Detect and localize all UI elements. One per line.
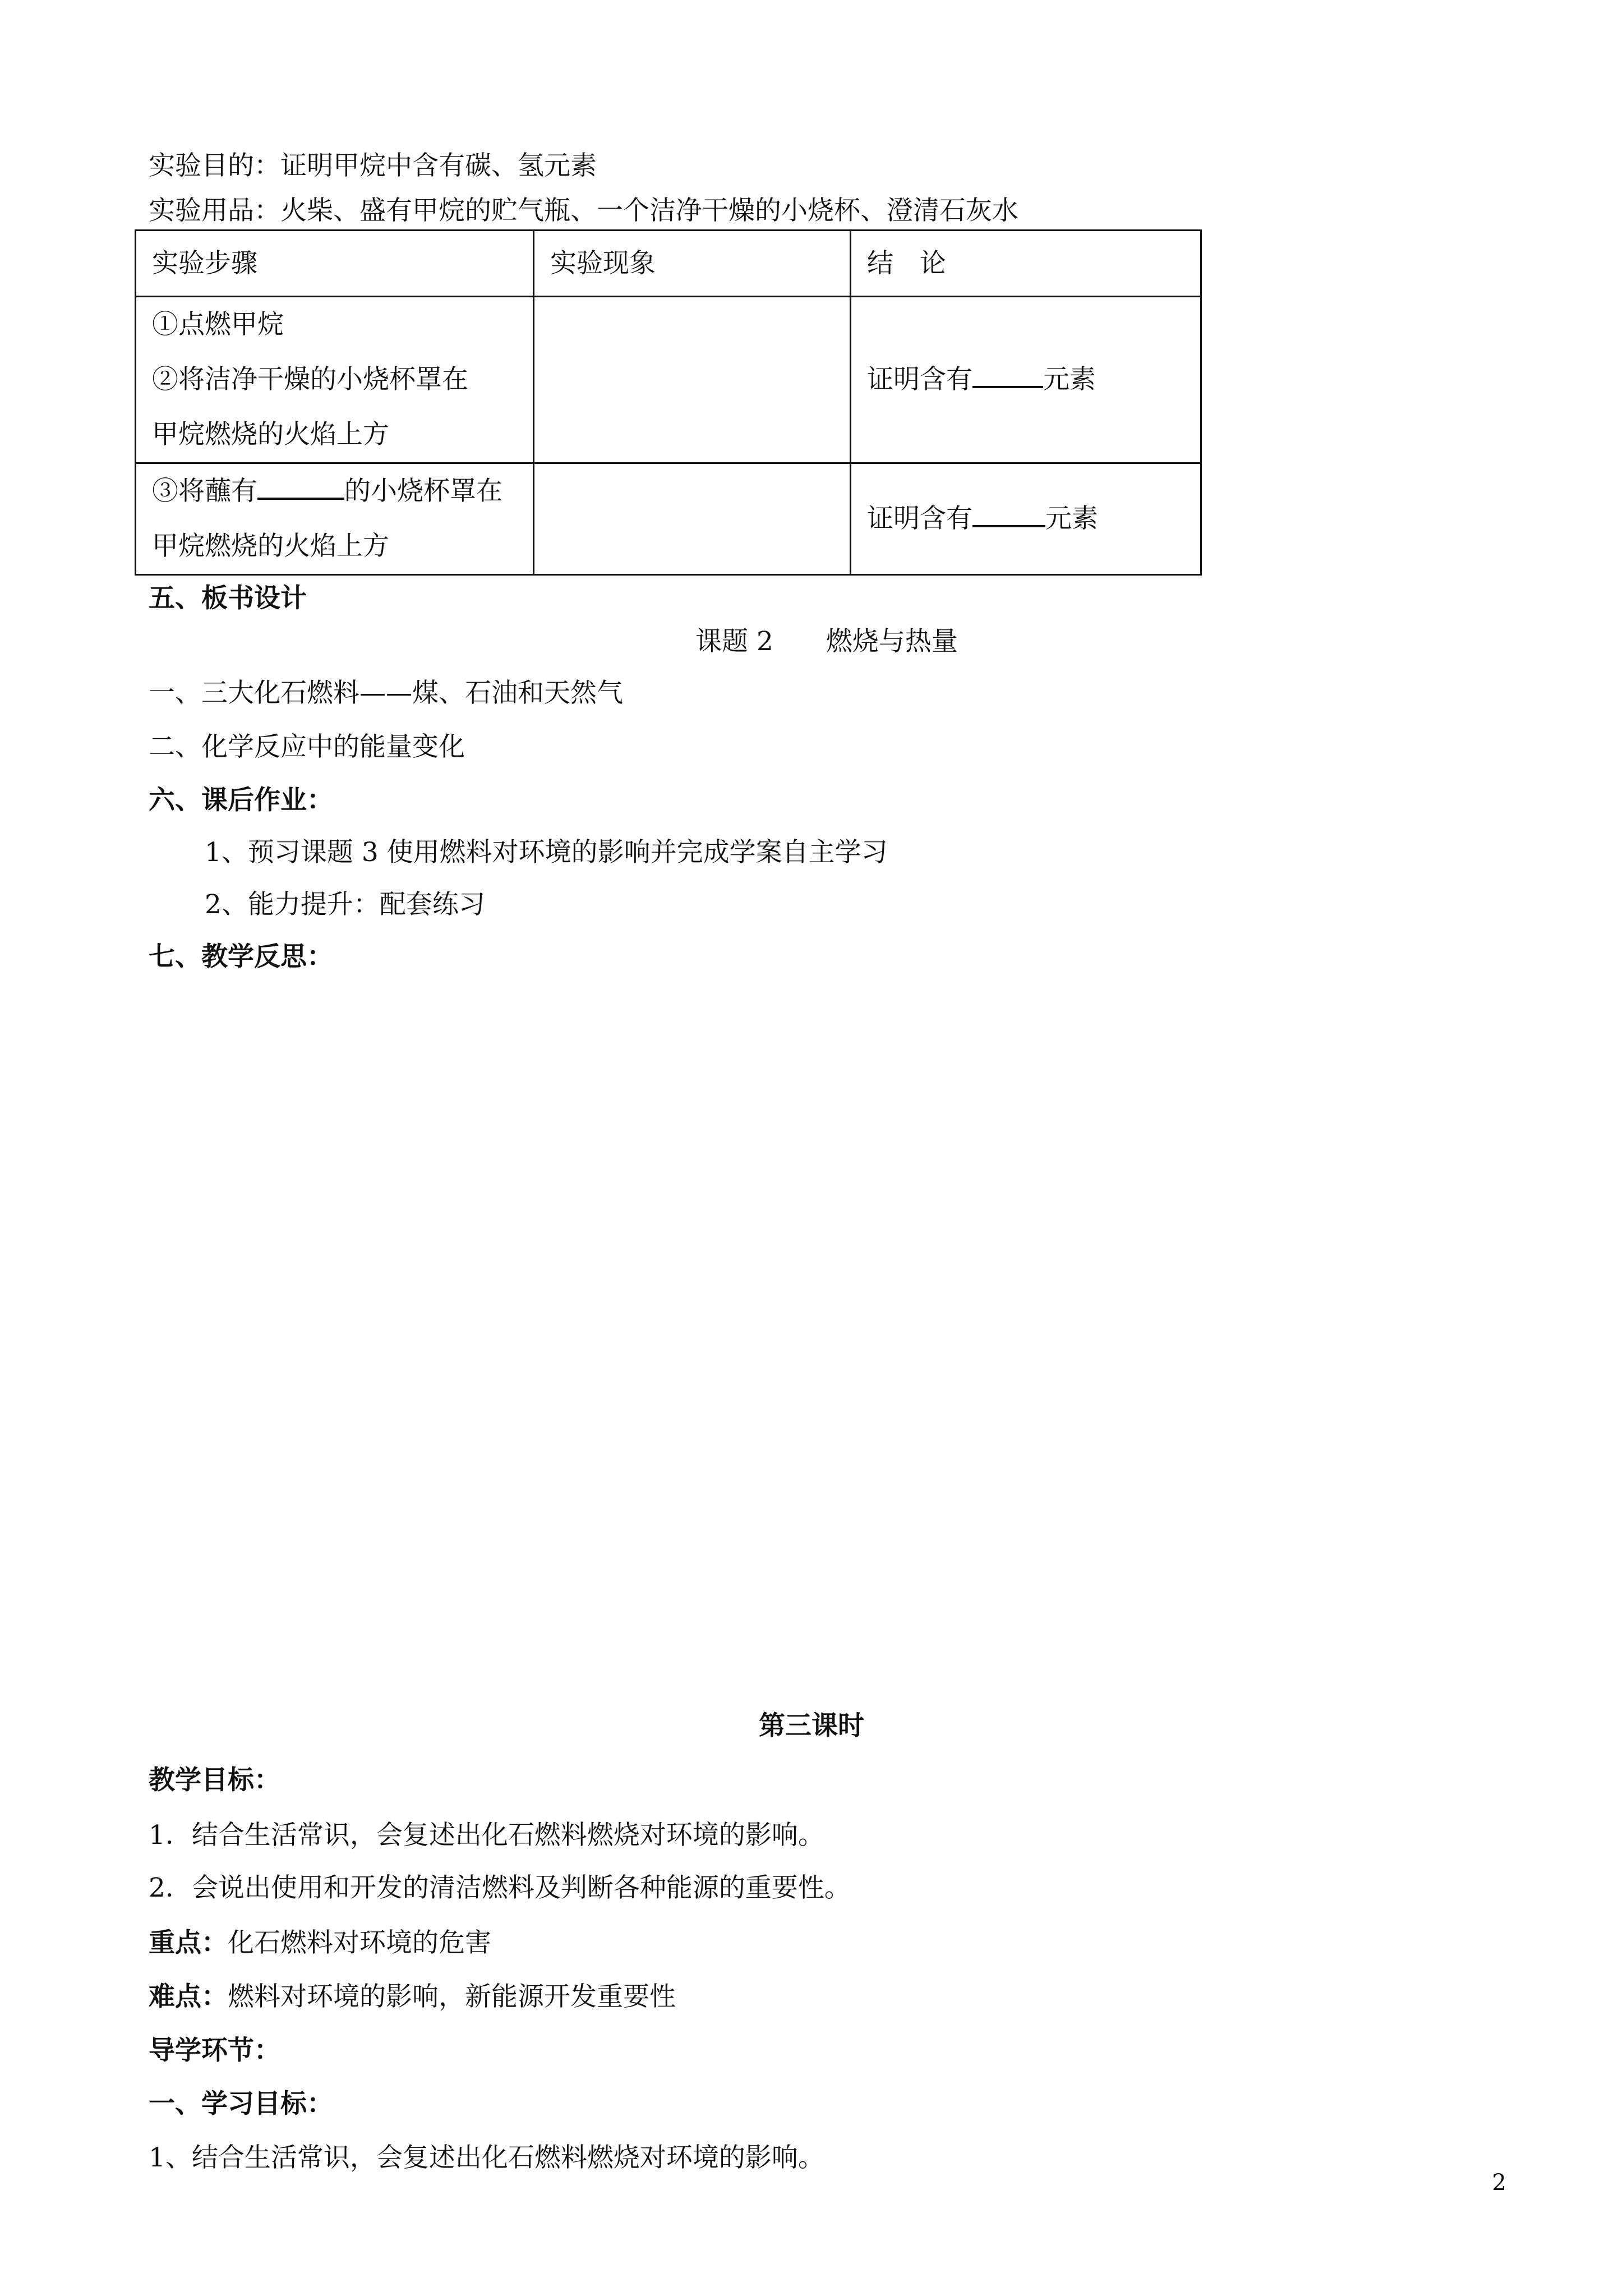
board-item-2: 二、化学反应中的能量变化 xyxy=(149,731,465,762)
row2-conclusion xyxy=(851,463,1201,575)
header-steps: 实验步骤 xyxy=(136,231,534,297)
experiment-table xyxy=(135,229,1202,576)
guide-heading: 导学环节： xyxy=(149,2035,280,2066)
study-item-1: 1、结合生活常识，会复述出化石燃料燃烧对环境的影响。 xyxy=(149,2142,824,2173)
row1-conclusion-suffix: 元素 xyxy=(1043,364,1096,395)
table-row xyxy=(136,463,1201,575)
table-row xyxy=(136,297,1201,463)
header-phenomenon: 实验现象 xyxy=(534,231,851,297)
experiment-materials: 实验用品：火柴、盛有甲烷的贮气瓶、一个洁净干燥的小烧杯、澄清石灰水 xyxy=(149,195,1018,226)
difficulty-label: 难点： xyxy=(149,1981,228,2012)
row1-answer-blank[interactable] xyxy=(972,365,1043,388)
row2-phenomenon xyxy=(534,463,851,575)
row1-step-1: ①点燃甲烷 xyxy=(152,309,284,340)
board-title: 课题 2 燃烧与热量 xyxy=(695,626,958,657)
section5-heading: 五、板书设计 xyxy=(149,583,307,614)
key-point xyxy=(149,1927,491,1958)
row1-conclusion xyxy=(851,297,1201,463)
key-label: 重点： xyxy=(149,1927,228,1958)
goal-item-2: 2．会说出使用和开发的清洁燃料及判断各种能源的重要性。 xyxy=(149,1872,851,1903)
board-item-1: 一、三大化石燃料——煤、石油和天然气 xyxy=(149,678,623,708)
row2-answer-blank[interactable] xyxy=(972,504,1045,527)
section6-heading: 六、课后作业： xyxy=(149,785,333,816)
row1-phenomenon xyxy=(534,297,851,463)
row2-step-blank[interactable] xyxy=(257,476,344,500)
row2-step-line2: 甲烷燃烧的火焰上方 xyxy=(152,531,389,562)
section7-heading: 七、教学反思： xyxy=(149,941,333,972)
row2-conclusion-prefix: 证明含有 xyxy=(867,503,972,534)
goal-item-1: 1．结合生活常识，会复述出化石燃料燃烧对环境的影响。 xyxy=(149,1820,824,1851)
header-conclusion: 结 论 xyxy=(851,231,1201,297)
goals-heading: 教学目标： xyxy=(149,1765,280,1796)
row1-step-2: ②将洁净干燥的小烧杯罩在 xyxy=(152,364,468,395)
row2-step-prefix: ③将蘸有 xyxy=(152,476,257,507)
key-text: 化石燃料对环境的危害 xyxy=(228,1927,491,1958)
row2-step-suffix: 的小烧杯罩在 xyxy=(344,476,502,507)
experiment-purpose: 实验目的：证明甲烷中含有碳、氢元素 xyxy=(149,150,597,181)
lesson3-title: 第三课时 xyxy=(759,1710,864,1741)
row2-steps xyxy=(136,463,534,575)
table-header-row xyxy=(136,231,1201,297)
row1-step-3: 甲烷燃烧的火焰上方 xyxy=(152,419,389,450)
row1-steps xyxy=(136,297,534,463)
row1-conclusion-prefix: 证明含有 xyxy=(867,364,972,395)
homework-item-1: 1、预习课题 3 使用燃料对环境的影响并完成学案自主学习 xyxy=(205,837,888,868)
homework-item-2: 2、能力提升：配套练习 xyxy=(205,889,485,920)
page-number: 2 xyxy=(1492,2170,1506,2196)
row2-conclusion-suffix: 元素 xyxy=(1045,503,1098,534)
difficulty-text: 燃料对环境的影响，新能源开发重要性 xyxy=(228,1981,676,2012)
row2-step-line1 xyxy=(152,464,517,519)
study-heading: 一、学习目标： xyxy=(149,2088,333,2119)
difficulty-point xyxy=(149,1981,676,2012)
